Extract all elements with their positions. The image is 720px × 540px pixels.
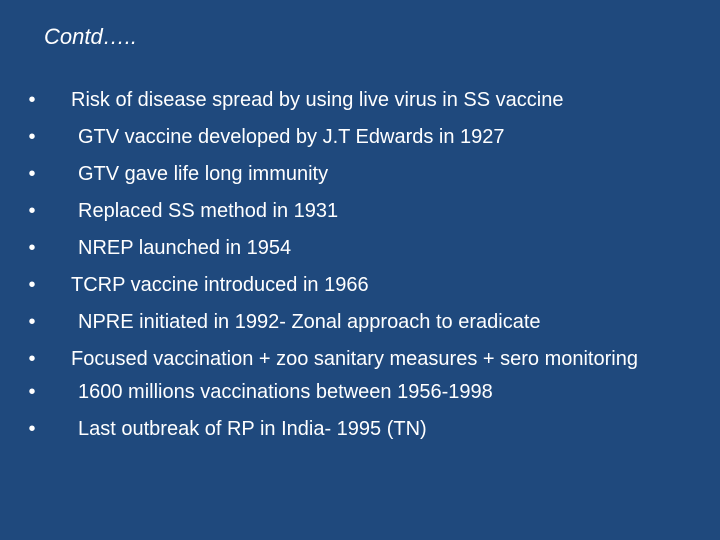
bullet-text: Focused vaccination + zoo sanitary measures + sero monitoring (71, 348, 638, 370)
bullet-marker: • (28, 311, 36, 333)
bullet-item (26, 164, 686, 185)
slide-title: Contd….. (44, 24, 137, 49)
bullet-text: GTV gave life long immunity (78, 163, 329, 185)
bullet-marker: • (28, 418, 36, 440)
bullet-marker: • (28, 237, 36, 259)
bullet-marker: • (28, 200, 36, 222)
bullet-text: 1600 millions vaccinations between 1956-1998 (78, 381, 493, 403)
bullet-item (26, 382, 686, 403)
bullet-marker: • (28, 126, 36, 148)
bullet-text: Last outbreak of RP in India- 1995 (TN) (78, 418, 427, 440)
bullet-item (26, 312, 686, 333)
bullet-text: NREP launched in 1954 (78, 237, 292, 259)
bullet-item (26, 201, 686, 222)
bullet-marker: • (28, 163, 36, 185)
bullet-marker: • (28, 381, 36, 403)
bullet-text: Risk of disease spread by using live virus in SS vaccine (71, 89, 564, 111)
bullet-text: Replaced SS method in 1931 (78, 200, 339, 222)
bullet-text: GTV vaccine developed by J.T Edwards in 1927 (78, 126, 505, 148)
bullet-text: NPRE initiated in 1992- Zonal approach to eradicate (78, 311, 541, 333)
bullet-item (26, 127, 686, 148)
bullet-marker: • (28, 89, 36, 111)
bullet-item (26, 238, 686, 259)
bullet-item (26, 349, 686, 370)
bullet-item (26, 275, 686, 296)
bullet-marker: • (28, 274, 36, 296)
bullet-list (26, 90, 686, 456)
bullet-marker: • (28, 348, 36, 370)
bullet-item (26, 419, 686, 440)
bullet-item (26, 90, 686, 111)
bullet-text: TCRP vaccine introduced in 1966 (71, 274, 369, 296)
